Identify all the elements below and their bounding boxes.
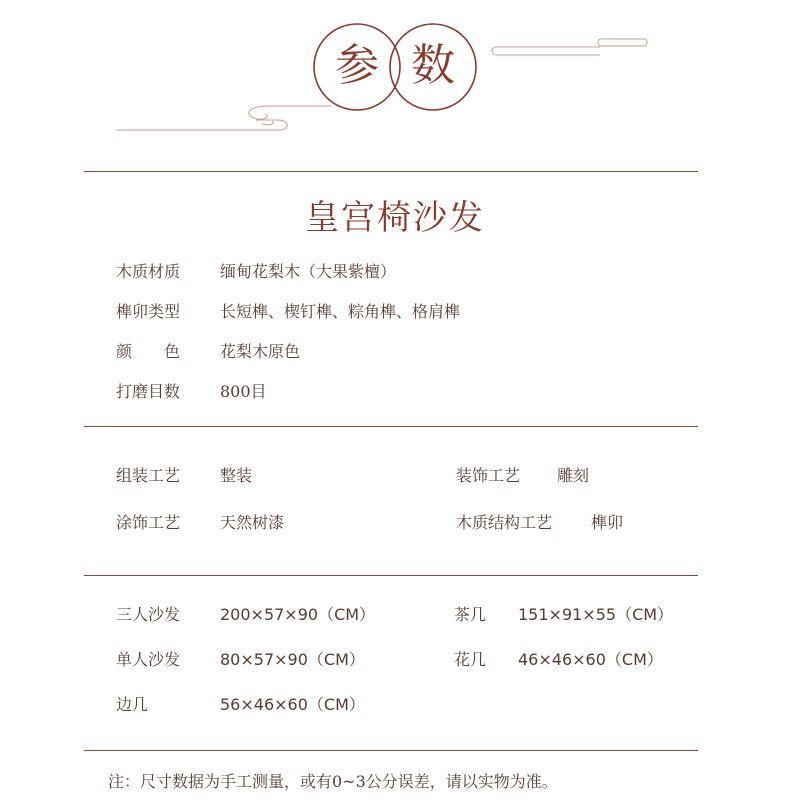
size-label: 单人沙发	[116, 650, 181, 669]
craft-label: 木质结构工艺	[456, 513, 553, 532]
craft-label: 组装工艺	[116, 466, 181, 485]
size-label: 三人沙发	[116, 605, 181, 624]
size-value: 200×57×90（CM）	[220, 605, 376, 624]
size-value: 80×57×90（CM）	[220, 650, 365, 669]
divider	[84, 426, 698, 427]
divider	[84, 575, 698, 576]
craft-value: 雕刻	[557, 466, 590, 485]
spec-label: 颜 色	[116, 342, 181, 361]
spec-label: 木质材质	[116, 262, 181, 281]
header-decoration	[0, 0, 790, 150]
craft-value: 天然树漆	[220, 513, 285, 532]
size-value: 56×46×60（CM）	[220, 695, 365, 714]
size-value: 151×91×55（CM）	[518, 605, 674, 624]
title-char-left: 参	[335, 40, 379, 91]
measurement-note: 注：尺寸数据为手工测量，或有0~3公分误差，请以实物为准。	[108, 772, 558, 791]
spec-value: 花梨木原色	[220, 342, 301, 361]
cloud-swirl-right-icon	[492, 39, 647, 55]
craft-label: 涂饰工艺	[116, 513, 181, 532]
craft-label: 装饰工艺	[456, 466, 521, 485]
size-label: 茶几	[454, 605, 487, 624]
spec-value: 长短榫、楔钉榫、粽角榫、格肩榫	[220, 302, 461, 321]
spec-value: 800目	[220, 382, 267, 401]
spec-label: 打磨目数	[116, 382, 181, 401]
product-name: 皇宫椅沙发	[305, 198, 485, 238]
divider	[84, 750, 698, 751]
spec-value: 缅甸花梨木（大果紫檀）	[220, 262, 397, 281]
size-value: 46×46×60（CM）	[518, 650, 663, 669]
spec-label: 榫卯类型	[116, 302, 181, 321]
size-label: 边几	[116, 695, 149, 714]
size-label: 花几	[454, 650, 487, 669]
divider	[84, 171, 698, 172]
title-char-right: 数	[411, 40, 455, 91]
craft-value: 整装	[220, 466, 253, 485]
craft-value: 榫卯	[591, 513, 624, 532]
cloud-swirl-left-icon	[116, 106, 332, 130]
